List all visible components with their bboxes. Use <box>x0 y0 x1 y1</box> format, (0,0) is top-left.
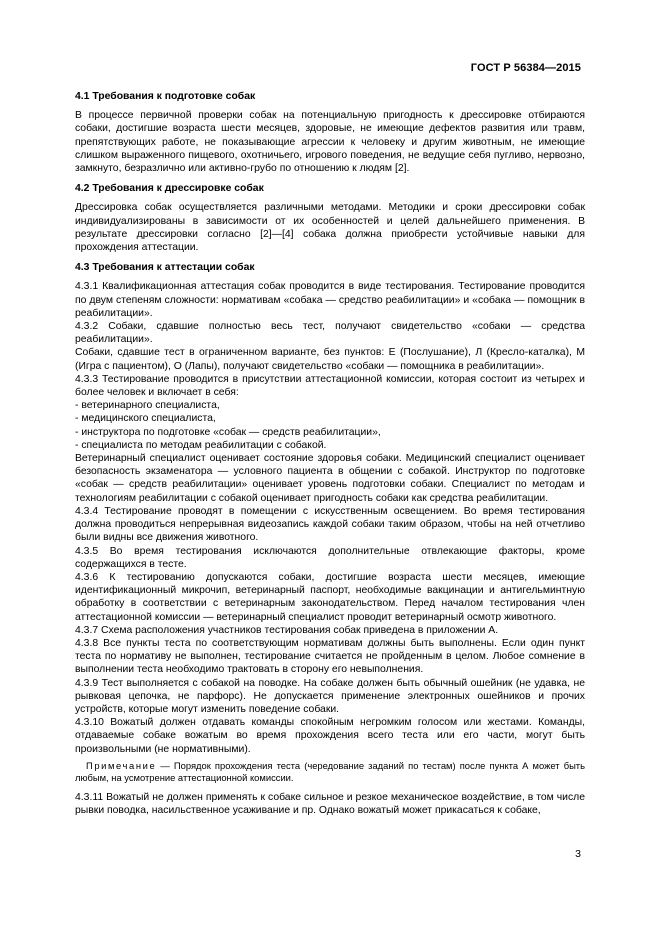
commission-member-list <box>75 399 585 452</box>
clause-4-3-3: 4.3.3 Тестирование проводится в присутствии аттестационной комиссии, которая состоит из четырех и более человек и включает в себя: <box>75 373 585 399</box>
section-4-1-heading: 4.1 Требования к подготовке собак <box>75 91 256 102</box>
clause-4-3-6: 4.3.6 К тестированию допускаются собаки, достигшие возраста шести месяцев, имеющие идентификационный микрочип, ветеринарный паспорт, необходимые вакцинации и антигельминтную обработку в соответствии с ветеринарным законодательством. Перед началом тестирования член аттестационной комиссии — ветеринарный специалист проводит ветеринарный осмотр животного. <box>75 571 585 623</box>
list-item: - инструктора по подготовке «собак — средств реабилитации», <box>75 426 381 438</box>
clause-4-3-10: 4.3.10 Вожатый должен отдавать команды спокойным негромким голосом или жестами. Команды, отдаваемые собаке вожатым во время прохождения всего теста или его части, могут быть произвольными (не нормативными). <box>75 717 585 755</box>
note-text: — Порядок прохождения теста (чередование заданий по тестам) после пункта А может быть любым, на усмотрение аттестационной комиссии. <box>75 759 585 783</box>
clause-4-3-2: 4.3.2 Собаки, сдавшие полностью весь тест, получают свидетельство «собаки — средства реабилитации». <box>75 321 585 346</box>
clause-4-3-5: 4.3.5 Во время тестирования исключаются дополнительные отвлекающие факторы, кроме содержащихся в тесте. <box>75 545 585 570</box>
clause-4-3-7: 4.3.7 Схема расположения участников тестирования собак приведена в приложении А. <box>75 624 499 636</box>
clause-4-3-9: 4.3.9 Тест выполняется с собакой на поводке. На собаке должен быть обычный ошейник (не удавка, не рывковая цепочка, не парфорс). Не допускается применение электронных ошейников и прочих устройств, которые могут изменить поведение собаки. <box>75 677 585 715</box>
note-label: Примечание <box>86 759 157 771</box>
note <box>75 760 585 784</box>
clause-4-3-1: 4.3.1 Квалификационная аттестация собак проводится в виде тестирования. Тестирование проводится по двум степеням сложности: нормативам «собака — средство реабилитации» и «собака — помощник в реабилитации». <box>75 281 585 319</box>
clause-4-3-3-continued: Ветеринарный специалист оценивает состояние здоровья собаки. Медицинский специалист оценивает безопасность экзаменатора — условного пациента в общении с собакой. Инструктор по подготовке «собак — средств реабилитации» оценивает уровень подготовки собаки. Специалист по методам и технологиям реабилитации с собакой оценивает пригодность собаки как средства реабилитации. <box>75 453 585 504</box>
clause-4-3-11: 4.3.11 Вожатый не должен применять к собаке сильное и резкое механическое воздействие, в том числе рывки поводка, насильственное усаживание и пр. Однако вожатый может прикасаться к собаке, <box>75 791 585 816</box>
clause-4-3-2-continued: Собаки, сдавшие тест в ограниченном варианте, без пунктов: Е (Послушание), Л (Кресло-каталка), М (Игра с пациентом), О (Лапы), получают свидетельство «собаки — помощника в реабилитации». <box>75 347 585 372</box>
document-header-id: ГОСТ Р 56384—2015 <box>470 62 581 74</box>
page-number: 3 <box>575 848 581 860</box>
clause-4-3-4: 4.3.4 Тестирование проводят в помещении с искусственным освещением. Во время тестирования должна проводиться непрерывная видеозапись каждой собаки таким образом, чтобы на ней отчетливо были видны все движения животного. <box>75 505 585 544</box>
section-4-2-heading: 4.2 Требования к дрессировке собак <box>75 183 264 195</box>
document-body <box>75 90 585 817</box>
list-item: - специалиста по методам реабилитации с собакой. <box>75 439 327 451</box>
clause-4-3-8: 4.3.8 Все пункты теста по соответствующим нормативам должны быть выполнены. Если один пункт теста по нормативу не выполнен, тестирование считается не пройденным в целом. Любое сомнение в выполнении теста необходимо трактовать в сторону его невыполнения. <box>75 637 585 676</box>
section-4-3-heading: 4.3 Требования к аттестации собак <box>75 262 255 274</box>
list-item: - ветеринарного специалиста, <box>75 400 220 412</box>
list-item: - медицинского специалиста, <box>75 413 216 425</box>
section-4-1-paragraph: В процессе первичной проверки собак на потенциальную пригодность к дрессировке отбираются собаки, достигшие возраста шести месяцев, здоровые, не имеющие дефектов развития или травм, препятствующих работе, не показывающие агрессии к человеку и другим животным, не имеющие слишком выраженного пищевого, охотничьего, игрового поведения, не ведущие себя пугливо, нервозно, замкнуто, безразлично или активно-грубо по отношению к людям [2]. <box>75 110 585 175</box>
section-4-2-paragraph: Дрессировка собак осуществляется различными методами. Методики и сроки дрессировки собак индивидуализированы в зависимости от их особенностей и целей дальнейшего применения. В результате дрессировки согласно [2]—[4] собака должна приобрести устойчивые навыки для прохождения аттестации. <box>75 202 585 254</box>
